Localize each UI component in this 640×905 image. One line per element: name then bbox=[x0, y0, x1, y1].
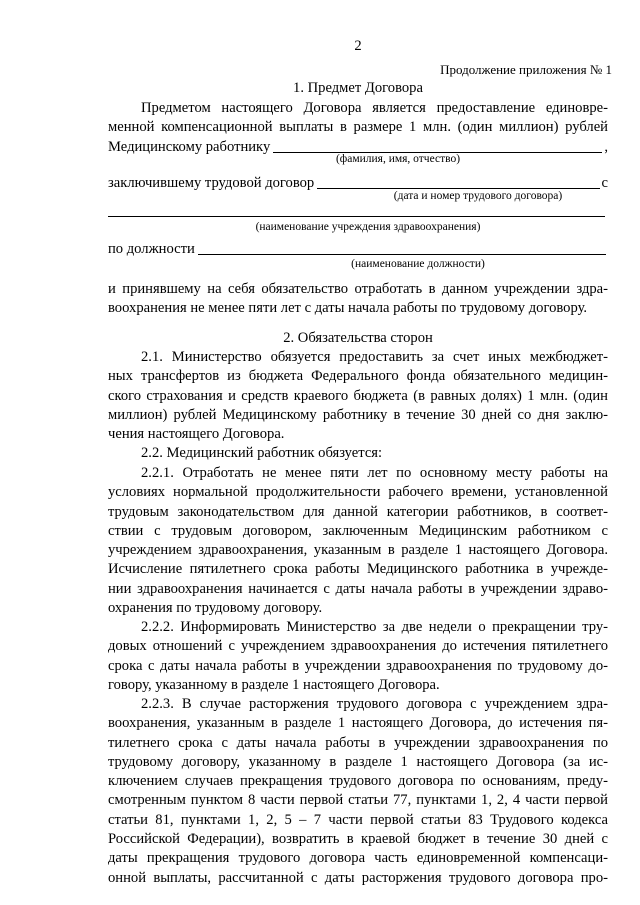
text-line: и принявшему на себя обязательство отработать в данном учреждении здра- bbox=[108, 281, 608, 297]
section1-closing bbox=[108, 280, 608, 319]
text-line: трудовому договору, указанному в разделе 1 настоящего Договора (за ис- bbox=[108, 753, 608, 770]
text-line: онной выплаты, рассчитанной с даты расторжения трудового договора про- bbox=[108, 869, 608, 886]
text-line: охранения по трудовому договору. bbox=[108, 600, 323, 617]
text-line: ных трансфертов из бюджета Федерального фонда обязательного медицин- bbox=[108, 368, 608, 385]
text-line: ствии с трудовым договором, заключенным Медицинским работником с bbox=[108, 522, 608, 539]
text-line: смотренным пунктом 8 части первой статьи 77, пунктами 1, 2, 4 части первой bbox=[108, 792, 608, 809]
text-line: 2.1. Министерство обязуется предоставить за счет иных межбюджет- bbox=[141, 349, 608, 365]
appendix-note: Продолжение приложения № 1 bbox=[440, 62, 612, 77]
clause-2-1 bbox=[108, 348, 608, 464]
section1-intro bbox=[108, 99, 608, 138]
clause-2-2-2 bbox=[108, 618, 608, 695]
text-line: чения настоящего Договора. bbox=[108, 426, 285, 443]
text-line: учреждением здравоохранения, указанным в разделе 1 настоящего Договора. bbox=[108, 542, 608, 559]
contract-label: заключившему трудовой договор bbox=[108, 175, 315, 191]
text-line: тилетнего срока с даты начала работы в учреждении здравоохранения по bbox=[108, 734, 608, 751]
position-label: по должности bbox=[108, 241, 195, 257]
text-line: миллион) рублей Медицинскому работнику в течение 30 дней со дня заклю- bbox=[108, 406, 608, 423]
text-line: срока с даты начала работы в учреждении здравоохранения по трудовому до- bbox=[108, 657, 608, 674]
institution-caption: (наименование учреждения здравоохранения) bbox=[255, 221, 481, 233]
text-line: ключением случаев прекращения трудового договора по основаниям, преду- bbox=[108, 773, 608, 790]
worker-fill-line[interactable] bbox=[273, 138, 602, 153]
section2-title: 2. Обязательства сторон bbox=[283, 330, 433, 346]
text-line: 2.2.2. Информировать Министерство за две недели о прекращении тру- bbox=[141, 619, 608, 635]
institution-fill-line[interactable] bbox=[108, 216, 605, 217]
worker-trail: , bbox=[604, 139, 608, 155]
text-line: статьи 81, пунктами 1, 2, 5 – 7 части первой статьи 83 Трудового кодекса bbox=[108, 811, 608, 828]
text-line: Предметом настоящего Договора является предоставление единовре- bbox=[141, 100, 608, 116]
text-line: Российской Федерации), возвратить в краевой бюджет в течение 30 дней с bbox=[108, 831, 608, 848]
position-field bbox=[108, 238, 608, 258]
clause-2-2: 2.2. Медицинский работник обязуется: bbox=[141, 445, 383, 462]
clause-2-2-1 bbox=[108, 464, 608, 618]
position-caption: (наименование должности) bbox=[351, 258, 485, 270]
text-line: Исчисление пятилетнего срока работы Медицинского работника в учрежде- bbox=[108, 561, 608, 578]
contract-fill-line[interactable] bbox=[317, 174, 599, 189]
text-line: условиях нормальной продолжительности рабочего времени, установленной bbox=[108, 484, 608, 501]
text-line: воохранения не менее пяти лет с даты начала работы по трудовому договору. bbox=[108, 300, 588, 317]
text-line: нии здравоохранения начинается с даты начала работы в учреждении здраво- bbox=[108, 580, 608, 597]
section1-title: 1. Предмет Договора bbox=[293, 80, 423, 96]
text-line: довых отношений с учреждением здравоохранения до истечения пятилетнего bbox=[108, 638, 608, 655]
position-fill-line[interactable] bbox=[198, 240, 606, 255]
text-line: говору, указанному в разделе 1 настоящего Договора. bbox=[108, 676, 440, 693]
text-line: 2.2.3. В случае расторжения трудового договора с учреждением здра- bbox=[141, 696, 608, 712]
contract-caption: (дата и номер трудового договора) bbox=[393, 190, 563, 202]
text-line: 2.2.1. Отработать не менее пяти лет по основному месту работы на bbox=[141, 465, 608, 481]
contract-field bbox=[108, 172, 608, 192]
clause-2-2-3 bbox=[108, 695, 608, 888]
text-line: трудовым законодательством для данной категории работников, в соответ- bbox=[108, 503, 608, 520]
contract-trail: с bbox=[601, 175, 608, 191]
text-line: менной компенсационной выплаты в размере 1 млн. (один миллион) рублей bbox=[108, 119, 608, 136]
worker-caption: (фамилия, имя, отчество) bbox=[335, 153, 461, 165]
worker-label: Медицинскому работнику bbox=[108, 139, 271, 155]
text-line: ского страхования и средств краевого бюджета (в равных долях) 1 млн. (один bbox=[108, 387, 608, 404]
page-number: 2 bbox=[354, 38, 362, 54]
text-line: даты прекращения трудового договора часть единовременной компенсаци- bbox=[108, 850, 608, 867]
text-line: воохранения, указанным в разделе 1 настоящего Договора, до истечения пя- bbox=[108, 715, 608, 732]
